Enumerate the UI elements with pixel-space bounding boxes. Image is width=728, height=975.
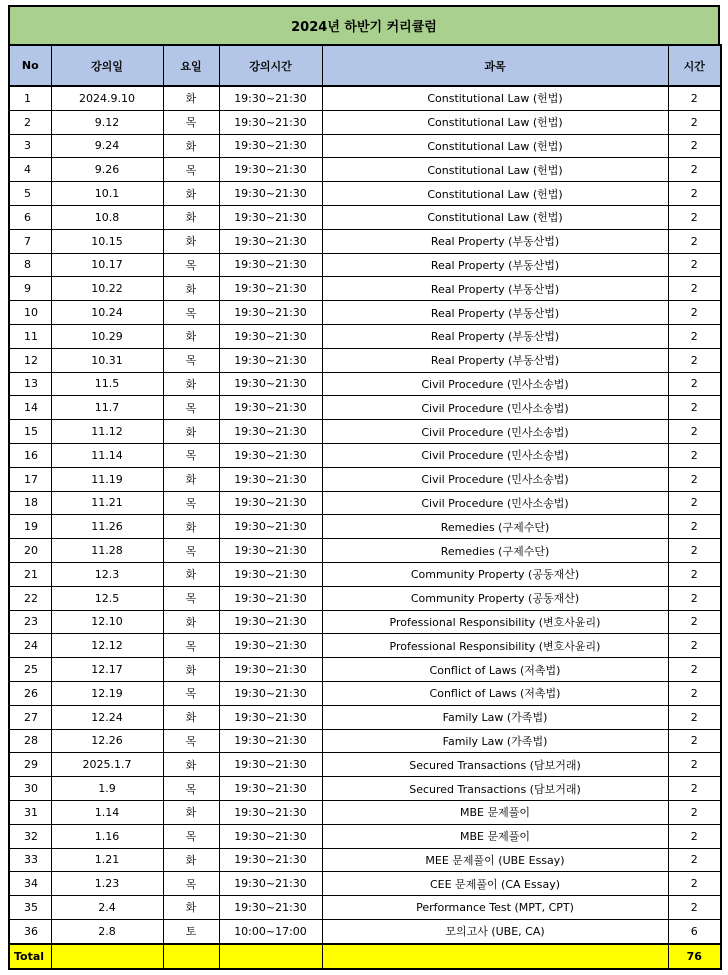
cell-date: 10.15 bbox=[51, 229, 163, 253]
cell-subject: Conflict of Laws (저촉법) bbox=[322, 681, 668, 705]
cell-no: 20 bbox=[9, 539, 51, 563]
cell-time: 19:30~21:30 bbox=[219, 324, 322, 348]
cell-subject: Secured Transactions (담보거래) bbox=[322, 753, 668, 777]
cell-subject: Real Property (부동산법) bbox=[322, 277, 668, 301]
cell-day: 화 bbox=[163, 182, 219, 206]
cell-day: 목 bbox=[163, 777, 219, 801]
cell-time: 19:30~21:30 bbox=[219, 301, 322, 325]
cell-no: 4 bbox=[9, 158, 51, 182]
cell-no: 10 bbox=[9, 301, 51, 325]
cell-hours: 2 bbox=[668, 253, 721, 277]
table-row bbox=[9, 372, 721, 396]
cell-no: 19 bbox=[9, 515, 51, 539]
table-row bbox=[9, 800, 721, 824]
cell-subject: Constitutional Law (헌법) bbox=[322, 158, 668, 182]
cell-time: 19:30~21:30 bbox=[219, 658, 322, 682]
cell-time: 19:30~21:30 bbox=[219, 872, 322, 896]
cell-date: 11.19 bbox=[51, 467, 163, 491]
cell-time: 19:30~21:30 bbox=[219, 800, 322, 824]
table-row bbox=[9, 396, 721, 420]
cell-time: 19:30~21:30 bbox=[219, 848, 322, 872]
cell-no: 33 bbox=[9, 848, 51, 872]
cell-hours: 2 bbox=[668, 681, 721, 705]
table-row bbox=[9, 681, 721, 705]
cell-day: 목 bbox=[163, 729, 219, 753]
table-row bbox=[9, 705, 721, 729]
cell-time: 19:30~21:30 bbox=[219, 205, 322, 229]
cell-hours: 2 bbox=[668, 110, 721, 134]
total-hours: 76 bbox=[668, 944, 721, 969]
cell-subject: Real Property (부동산법) bbox=[322, 348, 668, 372]
cell-day: 화 bbox=[163, 800, 219, 824]
cell-day: 목 bbox=[163, 539, 219, 563]
cell-time: 19:30~21:30 bbox=[219, 753, 322, 777]
cell-time: 19:30~21:30 bbox=[219, 562, 322, 586]
cell-no: 25 bbox=[9, 658, 51, 682]
table-row bbox=[9, 919, 721, 943]
cell-date: 10.29 bbox=[51, 324, 163, 348]
cell-no: 15 bbox=[9, 420, 51, 444]
table-row bbox=[9, 420, 721, 444]
table-row bbox=[9, 634, 721, 658]
cell-time: 19:30~21:30 bbox=[219, 277, 322, 301]
cell-date: 1.9 bbox=[51, 777, 163, 801]
header-subject: 과목 bbox=[322, 45, 668, 86]
cell-hours: 2 bbox=[668, 467, 721, 491]
table-row bbox=[9, 110, 721, 134]
cell-subject: Constitutional Law (헌법) bbox=[322, 182, 668, 206]
cell-hours: 2 bbox=[668, 824, 721, 848]
table-row bbox=[9, 586, 721, 610]
table-row bbox=[9, 872, 721, 896]
cell-date: 1.14 bbox=[51, 800, 163, 824]
cell-time: 19:30~21:30 bbox=[219, 729, 322, 753]
cell-time: 19:30~21:30 bbox=[219, 372, 322, 396]
cell-subject: Constitutional Law (헌법) bbox=[322, 134, 668, 158]
total-label: Total bbox=[9, 944, 51, 969]
cell-day: 목 bbox=[163, 396, 219, 420]
cell-day: 화 bbox=[163, 277, 219, 301]
cell-no: 22 bbox=[9, 586, 51, 610]
cell-time: 19:30~21:30 bbox=[219, 158, 322, 182]
cell-hours: 2 bbox=[668, 205, 721, 229]
cell-date: 1.21 bbox=[51, 848, 163, 872]
cell-no: 24 bbox=[9, 634, 51, 658]
cell-hours: 2 bbox=[668, 515, 721, 539]
cell-no: 1 bbox=[9, 86, 51, 110]
table-row bbox=[9, 896, 721, 920]
cell-time: 19:30~21:30 bbox=[219, 348, 322, 372]
sheet-title: 2024년 하반기 커리큘럼 bbox=[8, 5, 720, 44]
cell-day: 화 bbox=[163, 324, 219, 348]
cell-date: 10.24 bbox=[51, 301, 163, 325]
cell-hours: 2 bbox=[668, 229, 721, 253]
cell-time: 10:00~17:00 bbox=[219, 919, 322, 943]
table-row bbox=[9, 491, 721, 515]
cell-subject: Family Law (가족법) bbox=[322, 705, 668, 729]
cell-hours: 2 bbox=[668, 562, 721, 586]
curriculum-sheet bbox=[8, 5, 720, 970]
cell-date: 11.5 bbox=[51, 372, 163, 396]
cell-subject: CEE 문제풀이 (CA Essay) bbox=[322, 872, 668, 896]
cell-no: 26 bbox=[9, 681, 51, 705]
cell-time: 19:30~21:30 bbox=[219, 515, 322, 539]
cell-hours: 2 bbox=[668, 491, 721, 515]
header-date: 강의일 bbox=[51, 45, 163, 86]
cell-no: 16 bbox=[9, 443, 51, 467]
cell-day: 화 bbox=[163, 562, 219, 586]
table-row bbox=[9, 515, 721, 539]
cell-subject: Civil Procedure (민사소송법) bbox=[322, 372, 668, 396]
table-row bbox=[9, 134, 721, 158]
cell-hours: 2 bbox=[668, 134, 721, 158]
cell-subject: Constitutional Law (헌법) bbox=[322, 86, 668, 110]
cell-time: 19:30~21:30 bbox=[219, 824, 322, 848]
cell-no: 32 bbox=[9, 824, 51, 848]
total-empty-date bbox=[51, 944, 163, 969]
cell-no: 13 bbox=[9, 372, 51, 396]
cell-day: 화 bbox=[163, 515, 219, 539]
cell-date: 9.24 bbox=[51, 134, 163, 158]
cell-date: 10.8 bbox=[51, 205, 163, 229]
table-row bbox=[9, 729, 721, 753]
table-row bbox=[9, 467, 721, 491]
cell-date: 12.17 bbox=[51, 658, 163, 682]
cell-day: 화 bbox=[163, 134, 219, 158]
cell-date: 2024.9.10 bbox=[51, 86, 163, 110]
cell-subject: Real Property (부동산법) bbox=[322, 324, 668, 348]
table-row bbox=[9, 777, 721, 801]
cell-date: 11.14 bbox=[51, 443, 163, 467]
cell-hours: 2 bbox=[668, 539, 721, 563]
table-row bbox=[9, 158, 721, 182]
cell-hours: 2 bbox=[668, 372, 721, 396]
cell-date: 2.8 bbox=[51, 919, 163, 943]
cell-no: 6 bbox=[9, 205, 51, 229]
table-row bbox=[9, 348, 721, 372]
cell-day: 목 bbox=[163, 110, 219, 134]
cell-hours: 2 bbox=[668, 586, 721, 610]
cell-day: 화 bbox=[163, 658, 219, 682]
cell-hours: 2 bbox=[668, 396, 721, 420]
cell-day: 목 bbox=[163, 491, 219, 515]
table-row bbox=[9, 253, 721, 277]
table-row bbox=[9, 443, 721, 467]
cell-time: 19:30~21:30 bbox=[219, 134, 322, 158]
cell-no: 34 bbox=[9, 872, 51, 896]
cell-day: 화 bbox=[163, 896, 219, 920]
cell-subject: Secured Transactions (담보거래) bbox=[322, 777, 668, 801]
cell-day: 목 bbox=[163, 443, 219, 467]
cell-no: 17 bbox=[9, 467, 51, 491]
cell-date: 1.16 bbox=[51, 824, 163, 848]
cell-date: 11.26 bbox=[51, 515, 163, 539]
cell-subject: MBE 문제풀이 bbox=[322, 824, 668, 848]
cell-date: 9.26 bbox=[51, 158, 163, 182]
cell-subject: Civil Procedure (민사소송법) bbox=[322, 491, 668, 515]
curriculum-table bbox=[8, 44, 722, 970]
cell-date: 12.5 bbox=[51, 586, 163, 610]
cell-day: 화 bbox=[163, 705, 219, 729]
cell-time: 19:30~21:30 bbox=[219, 539, 322, 563]
cell-hours: 2 bbox=[668, 348, 721, 372]
cell-no: 29 bbox=[9, 753, 51, 777]
cell-no: 21 bbox=[9, 562, 51, 586]
table-row bbox=[9, 324, 721, 348]
cell-hours: 2 bbox=[668, 872, 721, 896]
cell-subject: Civil Procedure (민사소송법) bbox=[322, 396, 668, 420]
cell-subject: MBE 문제풀이 bbox=[322, 800, 668, 824]
cell-subject: Performance Test (MPT, CPT) bbox=[322, 896, 668, 920]
cell-time: 19:30~21:30 bbox=[219, 443, 322, 467]
cell-no: 36 bbox=[9, 919, 51, 943]
cell-time: 19:30~21:30 bbox=[219, 253, 322, 277]
cell-hours: 2 bbox=[668, 158, 721, 182]
cell-time: 19:30~21:30 bbox=[219, 634, 322, 658]
cell-day: 화 bbox=[163, 467, 219, 491]
cell-hours: 6 bbox=[668, 919, 721, 943]
cell-no: 30 bbox=[9, 777, 51, 801]
cell-day: 목 bbox=[163, 253, 219, 277]
cell-time: 19:30~21:30 bbox=[219, 610, 322, 634]
table-body bbox=[9, 86, 721, 969]
cell-hours: 2 bbox=[668, 301, 721, 325]
cell-no: 5 bbox=[9, 182, 51, 206]
cell-subject: Family Law (가족법) bbox=[322, 729, 668, 753]
cell-time: 19:30~21:30 bbox=[219, 681, 322, 705]
cell-subject: Community Property (공동재산) bbox=[322, 586, 668, 610]
table-row bbox=[9, 277, 721, 301]
cell-time: 19:30~21:30 bbox=[219, 229, 322, 253]
cell-subject: Real Property (부동산법) bbox=[322, 301, 668, 325]
cell-time: 19:30~21:30 bbox=[219, 491, 322, 515]
cell-no: 18 bbox=[9, 491, 51, 515]
cell-day: 화 bbox=[163, 86, 219, 110]
cell-no: 3 bbox=[9, 134, 51, 158]
cell-hours: 2 bbox=[668, 753, 721, 777]
total-row bbox=[9, 944, 721, 969]
cell-day: 목 bbox=[163, 158, 219, 182]
cell-date: 10.22 bbox=[51, 277, 163, 301]
cell-day: 화 bbox=[163, 420, 219, 444]
table-row bbox=[9, 658, 721, 682]
cell-date: 11.28 bbox=[51, 539, 163, 563]
cell-hours: 2 bbox=[668, 443, 721, 467]
cell-day: 화 bbox=[163, 372, 219, 396]
cell-day: 토 bbox=[163, 919, 219, 943]
cell-time: 19:30~21:30 bbox=[219, 110, 322, 134]
cell-date: 10.17 bbox=[51, 253, 163, 277]
cell-date: 9.12 bbox=[51, 110, 163, 134]
cell-hours: 2 bbox=[668, 658, 721, 682]
cell-hours: 2 bbox=[668, 729, 721, 753]
cell-subject: Remedies (구제수단) bbox=[322, 539, 668, 563]
cell-no: 9 bbox=[9, 277, 51, 301]
cell-date: 10.31 bbox=[51, 348, 163, 372]
table-row bbox=[9, 562, 721, 586]
total-empty-subject bbox=[322, 944, 668, 969]
header-row bbox=[9, 45, 721, 86]
cell-time: 19:30~21:30 bbox=[219, 705, 322, 729]
cell-time: 19:30~21:30 bbox=[219, 777, 322, 801]
cell-subject: Real Property (부동산법) bbox=[322, 229, 668, 253]
cell-subject: Civil Procedure (민사소송법) bbox=[322, 467, 668, 491]
cell-subject: Civil Procedure (민사소송법) bbox=[322, 420, 668, 444]
cell-hours: 2 bbox=[668, 324, 721, 348]
table-row bbox=[9, 301, 721, 325]
table-row bbox=[9, 229, 721, 253]
cell-date: 12.12 bbox=[51, 634, 163, 658]
cell-day: 목 bbox=[163, 872, 219, 896]
cell-hours: 2 bbox=[668, 610, 721, 634]
cell-hours: 2 bbox=[668, 848, 721, 872]
header-day: 요일 bbox=[163, 45, 219, 86]
cell-time: 19:30~21:30 bbox=[219, 86, 322, 110]
header-time: 강의시간 bbox=[219, 45, 322, 86]
cell-day: 목 bbox=[163, 824, 219, 848]
cell-date: 10.1 bbox=[51, 182, 163, 206]
cell-date: 12.3 bbox=[51, 562, 163, 586]
cell-subject: Conflict of Laws (저촉법) bbox=[322, 658, 668, 682]
cell-subject: Professional Responsibility (변호사윤리) bbox=[322, 634, 668, 658]
cell-time: 19:30~21:30 bbox=[219, 586, 322, 610]
cell-hours: 2 bbox=[668, 86, 721, 110]
cell-no: 14 bbox=[9, 396, 51, 420]
cell-subject: Civil Procedure (민사소송법) bbox=[322, 443, 668, 467]
cell-day: 화 bbox=[163, 610, 219, 634]
cell-time: 19:30~21:30 bbox=[219, 467, 322, 491]
cell-hours: 2 bbox=[668, 420, 721, 444]
table-row bbox=[9, 182, 721, 206]
table-row bbox=[9, 205, 721, 229]
cell-no: 11 bbox=[9, 324, 51, 348]
cell-no: 12 bbox=[9, 348, 51, 372]
cell-subject: Professional Responsibility (변호사윤리) bbox=[322, 610, 668, 634]
cell-day: 목 bbox=[163, 301, 219, 325]
total-empty-day bbox=[163, 944, 219, 969]
cell-day: 화 bbox=[163, 848, 219, 872]
cell-hours: 2 bbox=[668, 182, 721, 206]
cell-day: 목 bbox=[163, 586, 219, 610]
cell-hours: 2 bbox=[668, 777, 721, 801]
cell-subject: Constitutional Law (헌법) bbox=[322, 110, 668, 134]
cell-hours: 2 bbox=[668, 634, 721, 658]
cell-subject: Remedies (구제수단) bbox=[322, 515, 668, 539]
cell-day: 목 bbox=[163, 348, 219, 372]
cell-date: 1.23 bbox=[51, 872, 163, 896]
cell-date: 11.21 bbox=[51, 491, 163, 515]
cell-no: 31 bbox=[9, 800, 51, 824]
cell-no: 7 bbox=[9, 229, 51, 253]
cell-no: 23 bbox=[9, 610, 51, 634]
cell-date: 2.4 bbox=[51, 896, 163, 920]
table-row bbox=[9, 824, 721, 848]
cell-time: 19:30~21:30 bbox=[219, 396, 322, 420]
cell-no: 8 bbox=[9, 253, 51, 277]
cell-subject: MEE 문제풀이 (UBE Essay) bbox=[322, 848, 668, 872]
cell-date: 12.26 bbox=[51, 729, 163, 753]
cell-day: 목 bbox=[163, 681, 219, 705]
cell-day: 화 bbox=[163, 205, 219, 229]
cell-no: 28 bbox=[9, 729, 51, 753]
cell-subject: Community Property (공동재산) bbox=[322, 562, 668, 586]
header-hours: 시간 bbox=[668, 45, 721, 86]
cell-day: 목 bbox=[163, 634, 219, 658]
table-row bbox=[9, 86, 721, 110]
header-no: No bbox=[9, 45, 51, 86]
cell-subject: Constitutional Law (헌법) bbox=[322, 205, 668, 229]
cell-hours: 2 bbox=[668, 800, 721, 824]
cell-subject: Real Property (부동산법) bbox=[322, 253, 668, 277]
cell-time: 19:30~21:30 bbox=[219, 182, 322, 206]
cell-subject: 모의고사 (UBE, CA) bbox=[322, 919, 668, 943]
cell-no: 35 bbox=[9, 896, 51, 920]
cell-date: 11.7 bbox=[51, 396, 163, 420]
cell-date: 11.12 bbox=[51, 420, 163, 444]
cell-hours: 2 bbox=[668, 277, 721, 301]
cell-hours: 2 bbox=[668, 705, 721, 729]
cell-no: 2 bbox=[9, 110, 51, 134]
cell-day: 화 bbox=[163, 753, 219, 777]
table-row bbox=[9, 539, 721, 563]
table-row bbox=[9, 753, 721, 777]
cell-time: 19:30~21:30 bbox=[219, 896, 322, 920]
cell-date: 12.24 bbox=[51, 705, 163, 729]
cell-date: 12.10 bbox=[51, 610, 163, 634]
cell-hours: 2 bbox=[668, 896, 721, 920]
cell-date: 2025.1.7 bbox=[51, 753, 163, 777]
table-row bbox=[9, 610, 721, 634]
total-empty-time bbox=[219, 944, 322, 969]
cell-date: 12.19 bbox=[51, 681, 163, 705]
cell-day: 화 bbox=[163, 229, 219, 253]
cell-no: 27 bbox=[9, 705, 51, 729]
cell-time: 19:30~21:30 bbox=[219, 420, 322, 444]
table-row bbox=[9, 848, 721, 872]
